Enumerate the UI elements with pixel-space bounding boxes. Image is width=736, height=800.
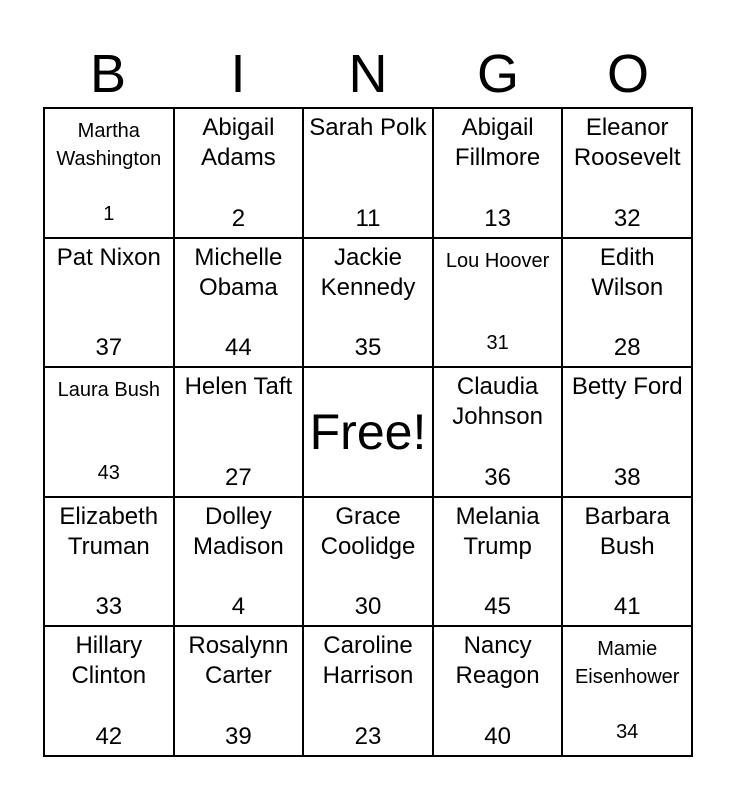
cell-name: Mamie Eisenhower — [574, 638, 680, 689]
cell-number: 39 — [225, 723, 252, 750]
bingo-cell[interactable] — [433, 497, 563, 627]
bingo-header — [43, 40, 693, 108]
bingo-cell[interactable] — [174, 497, 304, 627]
cell-number: 23 — [354, 723, 382, 750]
bingo-cell[interactable] — [303, 238, 433, 368]
cell-name: Betty Ford — [571, 373, 683, 401]
cell-name: Grace Coolidge — [320, 502, 416, 560]
cell-name: Jackie Kennedy — [320, 243, 416, 301]
cell-number: 43 — [97, 461, 120, 484]
cell-name: Pat Nixon — [56, 243, 161, 271]
bingo-cell[interactable] — [562, 497, 692, 627]
header-letter-n: N — [348, 44, 388, 104]
cell-name: Caroline Harrison — [322, 632, 414, 690]
cell-number: 1 — [103, 202, 115, 225]
bingo-cell[interactable] — [303, 626, 433, 756]
bingo-cell[interactable] — [562, 626, 692, 756]
cell-name: Michelle Obama — [194, 243, 283, 301]
cell-name: Edith Wilson — [591, 243, 664, 301]
cell-number: 44 — [225, 334, 252, 362]
cell-number: 35 — [354, 334, 382, 362]
cell-name: Sarah Polk — [309, 114, 427, 141]
free-space-cell[interactable] — [303, 367, 433, 497]
cell-number: 11 — [355, 204, 381, 232]
header-letter-o: O — [606, 44, 649, 104]
cell-name: Helen Taft — [184, 373, 293, 401]
cell-name: Hillary Clinton — [71, 632, 147, 690]
bingo-card-grid — [43, 107, 693, 757]
bingo-cell[interactable] — [562, 367, 692, 497]
bingo-cell[interactable] — [433, 108, 563, 238]
cell-name: Barbara Bush — [584, 502, 670, 560]
bingo-cell[interactable] — [433, 238, 563, 368]
cell-number: 27 — [225, 463, 252, 491]
cell-number: 33 — [95, 593, 123, 621]
header-letter-i: I — [230, 44, 246, 104]
cell-number: 30 — [354, 593, 382, 621]
bingo-cell[interactable] — [174, 238, 304, 368]
bingo-cell[interactable] — [433, 367, 563, 497]
bingo-cell[interactable] — [562, 108, 692, 238]
cell-name: Rosalynn Carter — [188, 632, 289, 690]
bingo-cell[interactable] — [303, 108, 433, 238]
cell-number: 28 — [613, 334, 641, 362]
cell-name: Eleanor Roosevelt — [573, 114, 681, 171]
bingo-cell[interactable] — [562, 238, 692, 368]
bingo-cell[interactable] — [44, 238, 174, 368]
cell-number: 37 — [95, 334, 123, 362]
cell-number: 42 — [95, 723, 123, 750]
cell-number: 32 — [613, 204, 641, 232]
cell-name: Lou Hoover — [445, 249, 550, 272]
bingo-cell[interactable] — [174, 367, 304, 497]
cell-name: Claudia Johnson — [452, 373, 543, 431]
bingo-cell[interactable] — [174, 626, 304, 756]
cell-number: 36 — [484, 463, 511, 491]
cell-name: Melania Trump — [455, 502, 540, 560]
free-space-label: Free! — [309, 403, 427, 460]
cell-number: 40 — [484, 723, 511, 750]
cell-name: Martha Washington — [56, 120, 162, 170]
cell-name: Laura Bush — [57, 379, 160, 402]
cell-number: 2 — [231, 204, 246, 232]
cell-name: Abigail Fillmore — [454, 114, 541, 171]
bingo-cell[interactable] — [44, 108, 174, 238]
cell-name: Abigail Adams — [201, 114, 276, 171]
bingo-cell[interactable] — [303, 497, 433, 627]
bingo-cell[interactable] — [44, 626, 174, 756]
bingo-cell[interactable] — [44, 497, 174, 627]
header-letter-b: B — [89, 44, 127, 104]
bingo-cell[interactable] — [433, 626, 563, 756]
cell-number: 34 — [616, 721, 639, 743]
cell-name: Dolley Madison — [193, 502, 284, 560]
cell-name: Elizabeth Truman — [59, 502, 159, 560]
bingo-cell[interactable] — [174, 108, 304, 238]
cell-number: 4 — [231, 593, 246, 621]
header-letter-g: G — [476, 44, 519, 104]
cell-number: 13 — [484, 204, 511, 232]
cell-number: 38 — [613, 463, 641, 491]
cell-name: Nancy Reagon — [455, 632, 540, 690]
cell-number: 41 — [613, 593, 641, 621]
cell-number: 31 — [486, 332, 509, 355]
bingo-cell[interactable] — [44, 367, 174, 497]
cell-number: 45 — [484, 593, 511, 621]
